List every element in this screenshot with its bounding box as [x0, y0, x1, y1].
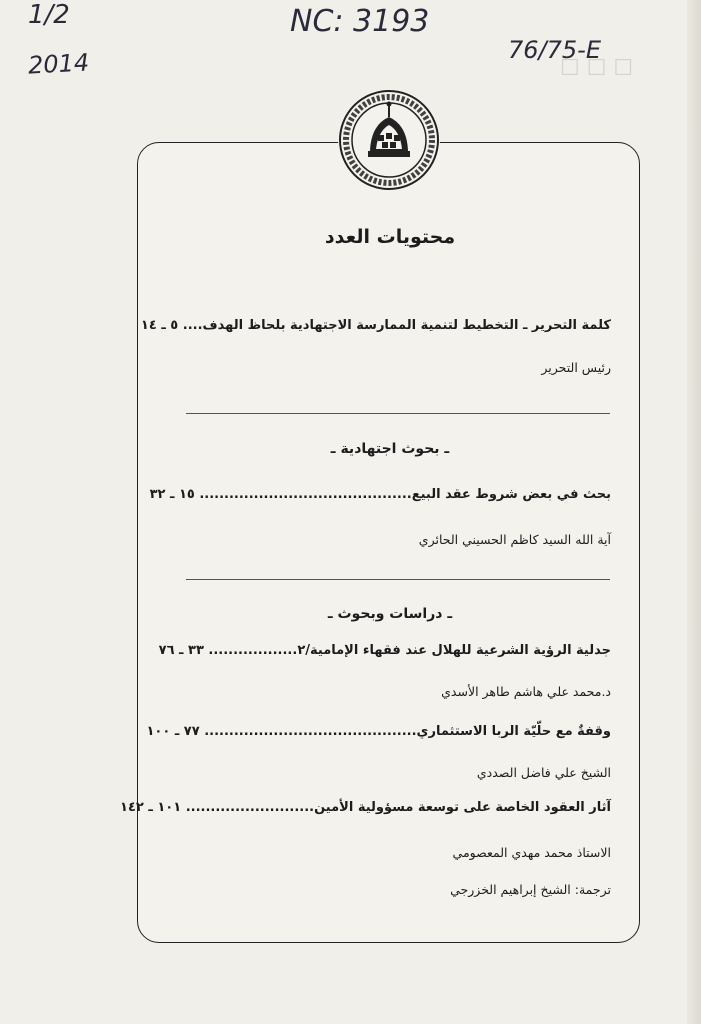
page-title: محتويات العدد [324, 226, 456, 248]
article-title: وقفةٌ مع حلّيّة الربا الاستثماري........................................... ٧٧ ـ ١٠٠ [146, 724, 611, 739]
journal-seal-logo [338, 89, 440, 191]
article-author: الاستاذ محمد مهدي المعصومي [452, 845, 611, 860]
page-edge [687, 0, 701, 1024]
divider-1 [186, 413, 610, 414]
article-author: د.محمد علي هاشم طاهر الأسدي [441, 684, 611, 699]
handwritten-nc-number: NC: 3193 [290, 4, 430, 39]
divider-2 [186, 579, 610, 580]
show-through-hand: ☐ ☐ ☐ [560, 56, 634, 81]
article-author: الشيخ علي فاضل الصددي [476, 765, 611, 780]
handwritten-fraction: 1/2 [28, 0, 70, 30]
article-title: بحث في بعض شروط عقد البيع........................................... ١٥ ـ ٣٢ [149, 487, 611, 502]
article-author: آية الله السيد كاظم الحسيني الحائري [418, 532, 611, 547]
section-heading-studies: ـ دراسات وبحوث ـ [327, 606, 453, 622]
handwritten-issue-ref: 76/75-E [508, 36, 601, 64]
seal-icon [338, 89, 440, 191]
section-heading-ijtihad: ـ بحوث اجتهادية ـ [330, 441, 450, 457]
article-title: آثار العقود الخاصة على توسعة مسؤولية الأمين.......................... ١٠١ ـ ١٤٢ [120, 800, 611, 815]
editorial-author: رئيس التحرير [541, 360, 611, 375]
article-translator: ترجمة: الشيخ إبراهيم الخزرجي [450, 882, 611, 897]
handwritten-year: 2014 [27, 48, 90, 80]
article-title: جدلية الرؤية الشرعية للهلال عند فقهاء الإمامية/٢.................. ٣٣ ـ ٧٦ [158, 643, 611, 658]
editorial-entry: كلمة التحرير ـ التخطيط لتنمية الممارسة الاجتهادية بلحاظ الهدف.... ٥ ـ ١٤ [140, 318, 611, 333]
